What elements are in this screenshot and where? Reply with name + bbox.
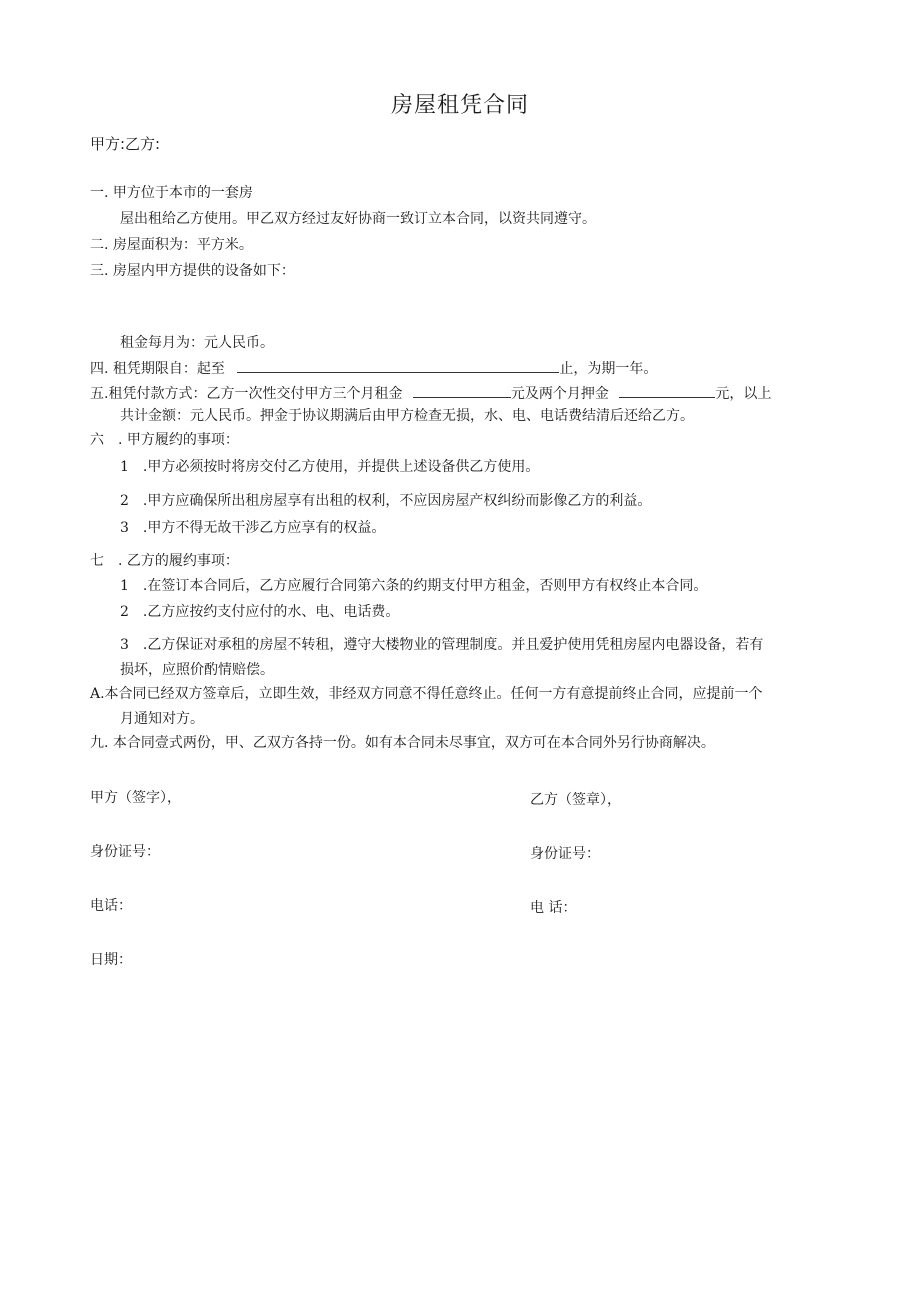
party-b-signature-label: 乙方（签章）， bbox=[530, 792, 621, 808]
clause-6-item-2: 2 .甲方应确保所出租房屋享有出租的权利，不应因房屋产权纠纷而影像乙方的利益。 bbox=[120, 493, 652, 509]
clause-3: 三. 房屋内甲方提供的设备如下： bbox=[90, 263, 295, 279]
clause-4 bbox=[90, 358, 657, 378]
clause-5-text-b: 元及两个月押金 bbox=[510, 386, 609, 402]
clause-6-item-3: 3 .甲方不得无故干涉乙方应享有的权益。 bbox=[120, 520, 386, 536]
clause-9: 九. 本合同壹式两份，甲、乙双方各持一份。如有本合同未尽事宜，双方可在本合同外另行协商解决。 bbox=[90, 735, 715, 751]
lease-term-blank bbox=[237, 358, 559, 373]
rent-amount-blank bbox=[413, 383, 511, 398]
clause-2: 二. 房屋面积为：平方米。 bbox=[90, 237, 253, 253]
clause-7-item-3-line-1: 3 .乙方保证对承租的房屋不转租，遵守大楼物业的管理制度。并且爱护使用凭租房屋内电器设备，若有 bbox=[120, 637, 764, 653]
party-b-phone-label: 电 话： bbox=[530, 900, 577, 916]
clause-5-prefix: 五. bbox=[90, 386, 109, 402]
clause-6-item-1: 1 .甲方必须按时将房交付乙方使用，并提供上述设备供乙方使用。 bbox=[120, 459, 540, 475]
clause-5-text-a: 乙方一次性交付甲方三个月租金 bbox=[206, 386, 403, 402]
party-a-signature-label: 甲方（签字）， bbox=[90, 790, 181, 806]
clause-5-label: 租凭付款方式： bbox=[108, 386, 207, 402]
clause-4-suffix: 止，为期一年。 bbox=[559, 361, 658, 377]
date-label: 日期： bbox=[90, 952, 132, 968]
deposit-amount-blank bbox=[619, 383, 715, 398]
clause-5-text-c: 元，以上 bbox=[715, 386, 772, 402]
parties-line: 甲方:乙方: bbox=[90, 135, 161, 153]
party-b-id-label: 身份证号： bbox=[530, 846, 600, 862]
clause-5-line-2: 共计金额：元人民币。押金于协议期满后由甲方检查无损，水、电、电话费结清后还给乙方。 bbox=[120, 408, 694, 424]
clause-1-line-2: 屋出租给乙方使用。甲乙双方经过友好协商一致订立本合同，以资共同遵守。 bbox=[120, 211, 596, 227]
rent-line: 租金每月为：元人民币。 bbox=[120, 335, 274, 351]
party-a-id-label: 身份证号： bbox=[90, 844, 160, 860]
clause-8-line-2: 月通知对方。 bbox=[120, 711, 204, 727]
clause-7-heading: 七 . 乙方的履约事项： bbox=[90, 553, 239, 569]
clause-6-heading: 六 . 甲方履约的事项： bbox=[90, 432, 239, 448]
clause-5-line-1 bbox=[90, 383, 771, 403]
clause-4-prefix: 四. 租凭期限自：起至 bbox=[90, 361, 225, 377]
clause-1-line-1: 一. 甲方位于本市的一套房 bbox=[90, 185, 253, 201]
clause-8-line-1: A.本合同已经双方签章后，立即生效，非经双方同意不得任意终止。任何一方有意提前终止合同，应提前一个 bbox=[90, 686, 763, 702]
document-title: 房屋租凭合同 bbox=[390, 93, 529, 118]
party-a-phone-label: 电话： bbox=[90, 898, 132, 914]
clause-7-item-3-line-2: 损坏，应照价酌情赔偿。 bbox=[120, 662, 274, 678]
clause-7-item-2: 2 .乙方应按约支付应付的水、电、电话费。 bbox=[120, 604, 400, 620]
clause-7-item-1: 1 .在签订本合同后，乙方应履行合同第六条的约期支付甲方租金，否则甲方有权终止本合同。 bbox=[120, 578, 708, 594]
